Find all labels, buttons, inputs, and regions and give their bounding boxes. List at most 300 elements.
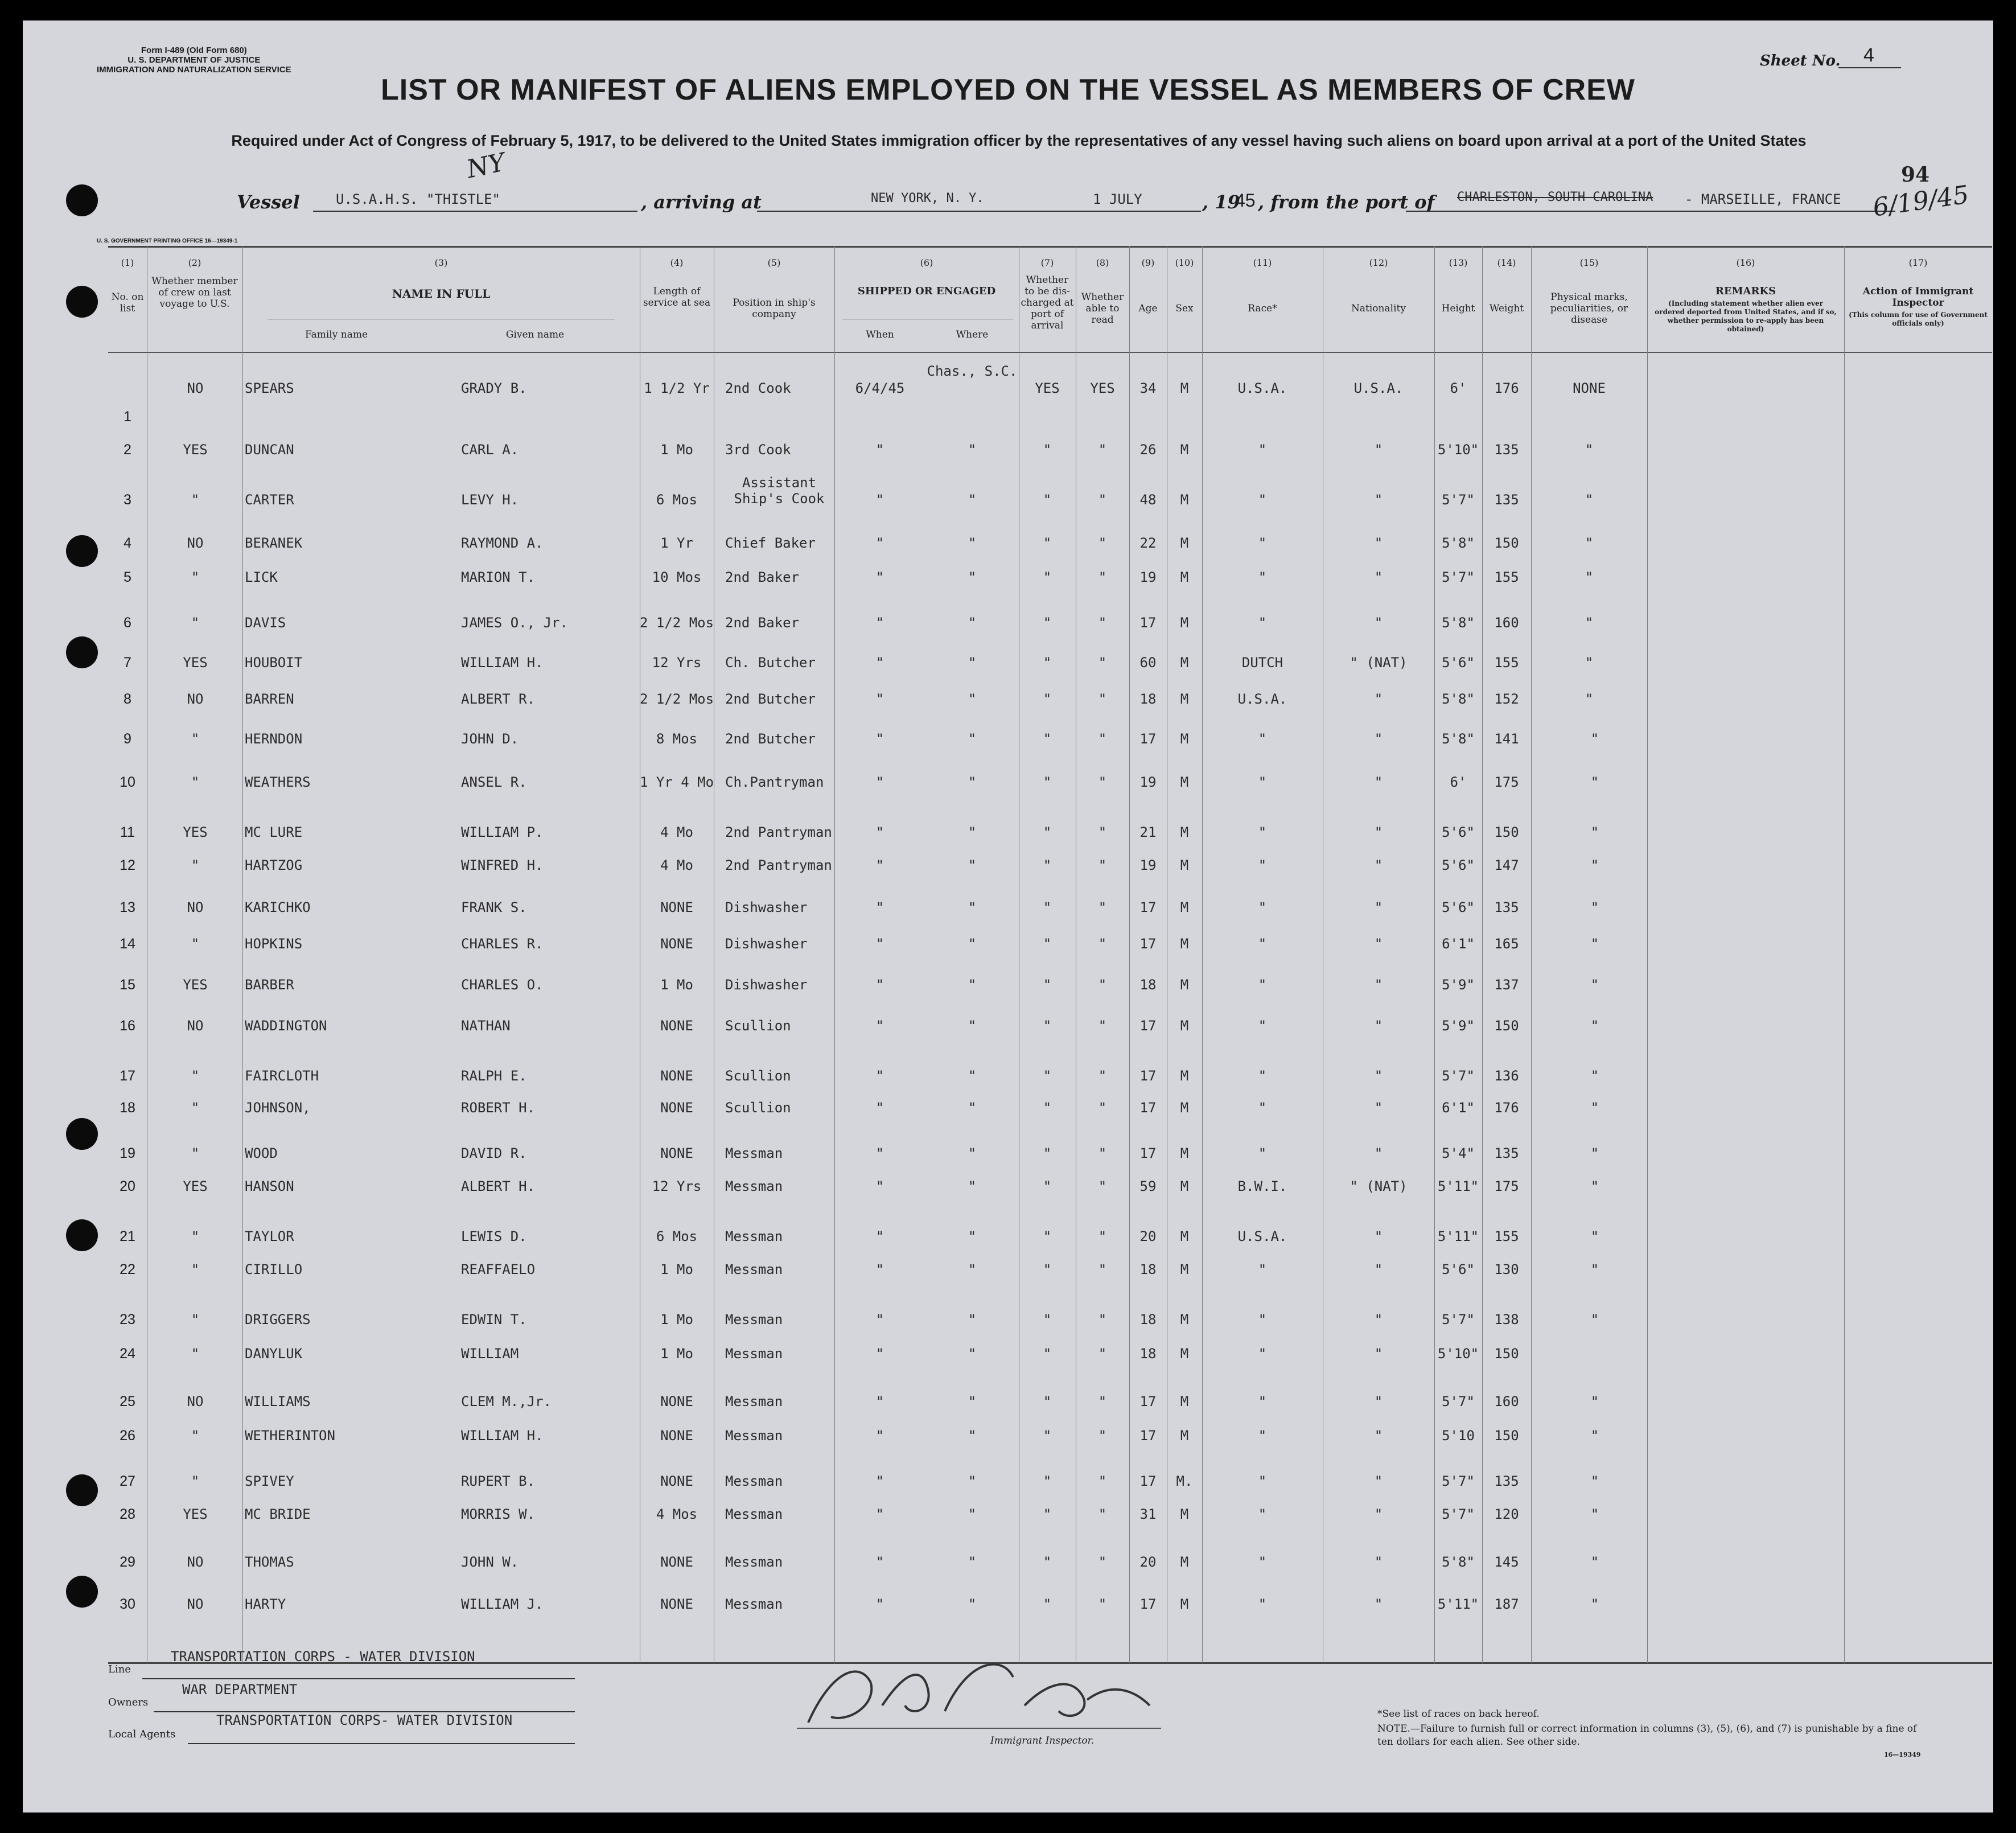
family-name-cell: WADDINGTON (245, 1018, 327, 1034)
service-length-cell: NONE (660, 1394, 693, 1409)
given-name-cell: JOHN W. (461, 1554, 519, 1570)
nationality-cell: " (1374, 1100, 1383, 1116)
discharged-cell: " (1043, 824, 1052, 840)
shipped-where-cell: " (968, 615, 977, 631)
race-cell: " (1258, 1312, 1267, 1328)
shipped-when-cell: " (875, 1068, 884, 1084)
shipped-where-cell: " (968, 1394, 977, 1409)
family-name-cell: FAIRCLOTH (245, 1068, 319, 1084)
discharged-cell: " (1043, 535, 1052, 551)
age-cell: 17 (1139, 1473, 1157, 1489)
shipped-where-cell: " (968, 1261, 977, 1277)
line-label: Line (108, 1663, 131, 1675)
nationality-cell: " (1374, 535, 1383, 551)
column-rule (242, 246, 243, 1663)
weight-cell: 175 (1494, 774, 1519, 790)
shipped-when-cell: " (875, 569, 884, 585)
weight-cell: 136 (1494, 1068, 1519, 1084)
nationality-cell: " (1374, 691, 1383, 707)
height-cell: 5'9" (1442, 1018, 1475, 1034)
weight-cell: 138 (1494, 1312, 1519, 1328)
binder-hole (66, 1219, 98, 1251)
given-name-cell: ALBERT R. (461, 691, 536, 707)
document-subtitle: Required under Act of Congress of February 5, 1917, to be delivered to the United States immigration officer by the representatives of any vessel having such aliens on board upon arrival at a port of the United States (231, 132, 1807, 149)
shipped-where-cell: " (968, 442, 977, 458)
service-length-cell: NONE (660, 1145, 693, 1161)
shipped-when-cell: " (875, 691, 884, 707)
form-identifier (97, 46, 291, 75)
given-name-cell: DAVID R. (461, 1145, 527, 1161)
given-name-cell: FRANK S. (461, 899, 527, 915)
shipped-where-cell: " (968, 1145, 977, 1161)
position-cell: Messman (725, 1178, 783, 1194)
able-to-read-cell: " (1098, 1506, 1107, 1522)
family-name-cell: DRIGGERS (245, 1312, 311, 1328)
shipped-when-cell: " (875, 1554, 884, 1570)
position-cell: Messman (725, 1312, 783, 1328)
nationality-cell: " (1374, 615, 1383, 631)
physical-marks-cell: " (1590, 1261, 1599, 1277)
column-number: (7) (1040, 257, 1054, 268)
shipped-where-cell: " (968, 899, 977, 915)
sex-cell: M (1180, 615, 1189, 631)
binder-hole (66, 184, 98, 216)
age-cell: 21 (1139, 824, 1157, 840)
row-number-cell: 5 (124, 569, 131, 585)
given-name-cell: WILLIAM H. (461, 1428, 544, 1444)
row-number-cell: 8 (124, 691, 131, 707)
weight-cell: 120 (1494, 1506, 1519, 1522)
shipped-where-cell: " (968, 1428, 977, 1444)
race-cell: U.S.A. (1237, 380, 1287, 396)
crew-last-voyage-cell: NO (187, 1596, 204, 1612)
service-length-cell: 4 Mos (656, 1506, 698, 1522)
height-cell: 5'8" (1442, 1554, 1475, 1570)
physical-marks-cell: " (1590, 1428, 1599, 1444)
local-agents-label: Local Agents (108, 1728, 176, 1740)
age-cell: 34 (1139, 380, 1157, 396)
weight-cell: 135 (1494, 492, 1519, 508)
signature-graphic (763, 1637, 1195, 1740)
weight-cell: 165 (1494, 936, 1519, 952)
local-agents-value: TRANSPORTATION CORPS- WATER DIVISION (216, 1712, 513, 1728)
discharged-cell: " (1043, 1428, 1052, 1444)
discharged-cell: " (1043, 492, 1052, 508)
crew-last-voyage-cell: YES (183, 442, 208, 458)
shipped-when-cell: " (875, 615, 884, 631)
nationality-cell: " (1374, 569, 1383, 585)
service-length-cell: 2 1/2 Mos (640, 691, 714, 707)
age-cell: 20 (1139, 1554, 1157, 1570)
sex-cell: M (1180, 899, 1189, 915)
race-cell: " (1258, 824, 1267, 840)
nationality-cell: " (1374, 774, 1383, 790)
race-cell: " (1258, 1145, 1267, 1161)
discharged-cell: " (1043, 1178, 1052, 1194)
service-length-cell: 4 Mo (660, 824, 693, 840)
discharged-cell: " (1043, 977, 1052, 993)
able-to-read-cell: " (1098, 899, 1107, 915)
shipped-where-cell: " (968, 1100, 977, 1116)
discharged-cell: " (1043, 615, 1052, 631)
race-cell: " (1258, 857, 1267, 873)
sex-cell: M (1180, 1346, 1189, 1362)
discharged-cell: " (1043, 857, 1052, 873)
age-cell: 17 (1139, 899, 1157, 915)
column-number: (8) (1096, 257, 1109, 268)
shipped-where-cell: " (968, 492, 977, 508)
crew-last-voyage-cell: NO (187, 380, 204, 396)
header-family-name: Family name (305, 329, 368, 340)
crew-last-voyage-cell: " (191, 731, 200, 747)
able-to-read-cell: " (1098, 1554, 1107, 1570)
given-name-cell: ALBERT H. (461, 1178, 536, 1194)
shipped-when-cell: " (875, 1228, 884, 1244)
race-cell: " (1258, 1261, 1267, 1277)
shipped-where-cell: " (968, 655, 977, 671)
physical-marks-cell: " (1590, 857, 1599, 873)
shipped-when-cell: " (875, 1100, 884, 1116)
column-number: (14) (1497, 257, 1516, 268)
weight-cell: 155 (1494, 569, 1519, 585)
age-cell: 17 (1139, 615, 1157, 631)
binder-hole (66, 636, 98, 668)
height-cell: 5'7" (1442, 569, 1475, 585)
inspector-label: Immigrant Inspector. (990, 1735, 1095, 1746)
column-number: (10) (1175, 257, 1194, 268)
able-to-read-cell: " (1098, 731, 1107, 747)
weight-cell: 150 (1494, 1346, 1519, 1362)
nationality-cell: " (1374, 1554, 1383, 1570)
height-cell: 6'1" (1442, 1100, 1475, 1116)
header-height: Height (1441, 303, 1475, 314)
shipped-where-cell: " (968, 1228, 977, 1244)
race-cell: " (1258, 1018, 1267, 1034)
discharged-cell: " (1043, 936, 1052, 952)
binder-hole (66, 535, 98, 567)
vessel-name: U.S.A.H.S. "THISTLE" (336, 191, 500, 207)
height-cell: 5'10" (1437, 1346, 1479, 1362)
handwritten-mark: NY (464, 147, 508, 184)
position-cell: Messman (725, 1346, 783, 1362)
header-crew-last-voyage: Whether member of crew on last voyage to U.S. (151, 276, 238, 310)
row-number-cell: 24 (120, 1346, 135, 1362)
service-length-cell: NONE (660, 1428, 693, 1444)
arrival-year: 45 (1235, 190, 1256, 211)
crew-last-voyage-cell: NO (187, 1394, 204, 1409)
discharged-cell: " (1043, 1554, 1052, 1570)
race-cell: " (1258, 1068, 1267, 1084)
position-cell: Messman (725, 1473, 783, 1489)
sex-cell: M (1180, 824, 1189, 840)
given-name-cell: MARION T. (461, 569, 536, 585)
from-port-label: , from the port of (1258, 191, 1435, 213)
from-port: - MARSEILLE, FRANCE (1685, 191, 1841, 207)
position-cell: Messman (725, 1596, 783, 1612)
given-name-cell: CHARLES O. (461, 977, 544, 993)
physical-marks-cell: " (1590, 1596, 1599, 1612)
sex-cell: M (1180, 380, 1189, 396)
weight-cell: 176 (1494, 380, 1519, 396)
race-cell: B.W.I. (1237, 1178, 1287, 1194)
family-name-cell: LICK (245, 569, 278, 585)
discharged-cell: " (1043, 569, 1052, 585)
weight-cell: 155 (1494, 655, 1519, 671)
position-cell: Scullion (725, 1018, 791, 1034)
nationality-cell: " (NAT) (1350, 655, 1408, 671)
physical-marks-cell: " (1585, 492, 1594, 508)
service-length-cell: 2 1/2 Mos (640, 615, 714, 631)
column-number: (15) (1579, 257, 1599, 268)
column-rule (1129, 246, 1130, 1663)
able-to-read-cell: " (1098, 1178, 1107, 1194)
sex-cell: M (1180, 1554, 1189, 1570)
race-cell: DUTCH (1241, 655, 1283, 671)
header-discharged: Whether to be dis-charged at port of arrival (1021, 274, 1074, 331)
sex-cell: M (1180, 1100, 1189, 1116)
family-name-cell: JOHNSON, (245, 1100, 311, 1116)
able-to-read-cell: " (1098, 1100, 1107, 1116)
row-number-cell: 2 (124, 442, 131, 458)
service-length-cell: 6 Mos (656, 492, 698, 508)
sex-cell: M (1180, 1228, 1189, 1244)
crew-last-voyage-cell: NO (187, 1018, 204, 1034)
race-cell: " (1258, 615, 1267, 631)
weight-cell: 175 (1494, 1178, 1519, 1194)
agents-fill (188, 1743, 575, 1744)
able-to-read-cell: " (1098, 569, 1107, 585)
vessel-label: Vessel (237, 191, 300, 213)
race-cell: " (1258, 492, 1267, 508)
given-name-cell: JAMES O., Jr. (461, 615, 568, 631)
row-number-cell: 3 (124, 492, 131, 508)
row-number-cell: 11 (120, 824, 135, 840)
row-number-cell: 16 (120, 1018, 135, 1034)
nationality-cell: " (1374, 1394, 1383, 1409)
age-cell: 31 (1139, 1506, 1157, 1522)
column-number: (9) (1141, 257, 1155, 268)
shipped-when-cell: " (875, 442, 884, 458)
shipped-when-cell: " (875, 1506, 884, 1522)
shipped-when-cell: " (875, 1394, 884, 1409)
shipped-where-cell: Chas., S.C. (927, 363, 1018, 379)
able-to-read-cell: " (1098, 1068, 1107, 1084)
given-name-cell: ROBERT H. (461, 1100, 536, 1116)
column-number: (5) (767, 257, 781, 268)
column-rule (1844, 246, 1845, 1663)
nationality-cell: " (1374, 1506, 1383, 1522)
row-number-cell: 30 (120, 1596, 135, 1612)
row-number-cell: 21 (120, 1228, 135, 1244)
position-cell: 2nd Pantryman (725, 857, 832, 873)
race-cell: " (1258, 1346, 1267, 1362)
header-able-read: Whether able to read (1081, 291, 1124, 326)
height-cell: 5'7" (1442, 1312, 1475, 1328)
header-sex: Sex (1175, 303, 1194, 314)
age-cell: 17 (1139, 731, 1157, 747)
position-cell: Dishwasher (725, 936, 808, 952)
printing-office-code: U. S. GOVERNMENT PRINTING OFFICE 16—19349-1 (97, 238, 238, 244)
year-prefix: , 19 (1202, 191, 1240, 213)
age-cell: 19 (1139, 774, 1157, 790)
crew-last-voyage-cell: YES (183, 824, 208, 840)
discharged-cell: " (1043, 1596, 1052, 1612)
discharged-cell: " (1043, 691, 1052, 707)
sex-cell: M (1180, 731, 1189, 747)
able-to-read-cell: " (1098, 691, 1107, 707)
weight-cell: 155 (1494, 1228, 1519, 1244)
height-cell: 5'11" (1437, 1596, 1479, 1612)
physical-marks-cell: " (1585, 691, 1594, 707)
physical-marks-cell: " (1590, 731, 1599, 747)
physical-marks-cell: NONE (1573, 380, 1606, 396)
age-cell: 17 (1139, 1100, 1157, 1116)
age-cell: 17 (1139, 1428, 1157, 1444)
shipped-where-cell: " (968, 731, 977, 747)
position-cell: 2nd Cook (725, 380, 791, 396)
header-given-name: Given name (505, 329, 565, 340)
crew-last-voyage-cell: NO (187, 899, 204, 915)
race-cell: " (1258, 1394, 1267, 1409)
able-to-read-cell: " (1098, 1312, 1107, 1328)
discharged-cell: " (1043, 1506, 1052, 1522)
header-weight: Weight (1489, 303, 1524, 314)
height-cell: 5'6" (1442, 899, 1475, 915)
weight-cell: 130 (1494, 1261, 1519, 1277)
family-name-cell: WETHERINTON (245, 1428, 335, 1444)
crew-last-voyage-cell: YES (183, 1506, 208, 1522)
given-name-cell: NATHAN (461, 1018, 511, 1034)
age-cell: 18 (1139, 1346, 1157, 1362)
family-name-cell: HANSON (245, 1178, 294, 1194)
family-name-cell: CARTER (245, 492, 294, 508)
weight-cell: 145 (1494, 1554, 1519, 1570)
nationality-cell: " (1374, 442, 1383, 458)
sex-cell: M (1180, 1394, 1189, 1409)
shipped-when-cell: " (875, 824, 884, 840)
physical-marks-cell: " (1590, 899, 1599, 915)
age-cell: 17 (1139, 1068, 1157, 1084)
given-name-cell: CARL A. (461, 442, 519, 458)
nationality-cell: " (1374, 731, 1383, 747)
weight-cell: 150 (1494, 824, 1519, 840)
header-remarks: REMARKS (1715, 285, 1776, 297)
race-cell: " (1258, 774, 1267, 790)
service-length-cell: NONE (660, 1100, 693, 1116)
sex-cell: M (1180, 1178, 1189, 1194)
nationality-cell: " (1374, 1428, 1383, 1444)
age-cell: 18 (1139, 1261, 1157, 1277)
able-to-read-cell: " (1098, 535, 1107, 551)
family-name-cell: MC BRIDE (245, 1506, 311, 1522)
position-cell: 2nd Baker (725, 569, 800, 585)
header-position: Position in ship's company (733, 297, 816, 320)
crew-last-voyage-cell: " (191, 936, 200, 952)
crew-last-voyage-cell: " (191, 1100, 200, 1116)
sex-cell: M (1180, 1428, 1189, 1444)
nationality-cell: " (1374, 1018, 1383, 1034)
physical-marks-cell: " (1585, 442, 1594, 458)
document-title: LIST OR MANIFEST OF ALIENS EMPLOYED ON THE VESSEL AS MEMBERS OF CREW (381, 73, 1635, 106)
row-number-cell: 28 (120, 1506, 135, 1522)
given-name-cell: MORRIS W. (461, 1506, 536, 1522)
weight-cell: 135 (1494, 1145, 1519, 1161)
service-length-cell: 6 Mos (656, 1228, 698, 1244)
age-cell: 19 (1139, 857, 1157, 873)
able-to-read-cell: " (1098, 1473, 1107, 1489)
department-name: U. S. DEPARTMENT OF JUSTICE (127, 55, 261, 65)
handwritten-number: 94 (1901, 163, 1930, 187)
physical-marks-cell: " (1585, 655, 1594, 671)
line-fill (142, 1678, 575, 1679)
header-remarks-note: (Including statement whether alien ever ordered deported from United States, and if so, whether permission to re-apply has been obtained) (1655, 299, 1837, 333)
column-number: (16) (1736, 257, 1755, 268)
service-length-cell: NONE (660, 936, 693, 952)
physical-marks-cell: " (1590, 774, 1599, 790)
nationality-cell: " (NAT) (1350, 1178, 1408, 1194)
header-action-inspector: Action of Immigrant Inspector (1862, 286, 1974, 309)
physical-marks-cell: " (1590, 1068, 1599, 1084)
shipped-where-cell: " (968, 824, 977, 840)
weight-cell: 160 (1494, 1394, 1519, 1409)
column-rule (1482, 246, 1483, 1663)
shipped-where-cell: " (968, 1068, 977, 1084)
height-cell: 5'10 (1442, 1428, 1475, 1444)
height-cell: 5'8" (1442, 691, 1475, 707)
shipped-when-cell: " (875, 492, 884, 508)
physical-marks-cell: " (1590, 1145, 1599, 1161)
able-to-read-cell: " (1098, 936, 1107, 952)
table-top-rule (108, 246, 1992, 248)
shipped-when-cell: " (875, 936, 884, 952)
shipped-when-cell: " (875, 1346, 884, 1362)
shipped-when-cell: " (875, 977, 884, 993)
able-to-read-cell: " (1098, 857, 1107, 873)
weight-cell: 160 (1494, 615, 1519, 631)
physical-marks-cell: " (1590, 824, 1599, 840)
able-to-read-cell: " (1098, 1428, 1107, 1444)
age-cell: 18 (1139, 691, 1157, 707)
column-rule (1647, 246, 1648, 1663)
age-cell: 59 (1139, 1178, 1157, 1194)
position-cell: Ch.Pantryman (725, 774, 824, 790)
line-value: TRANSPORTATION CORPS - WATER DIVISION (171, 1649, 475, 1665)
able-to-read-cell: YES (1090, 380, 1115, 396)
height-cell: 5'7" (1442, 1506, 1475, 1522)
nationality-cell: " (1374, 1068, 1383, 1084)
shipped-when-cell: " (875, 535, 884, 551)
discharged-cell: " (1043, 655, 1052, 671)
position-cell: 2nd Butcher (725, 691, 816, 707)
nationality-cell: " (1374, 899, 1383, 915)
age-cell: 17 (1139, 1018, 1157, 1034)
row-number-cell: 15 (120, 977, 135, 993)
header-bottom-rule (108, 352, 1992, 353)
race-cell: " (1258, 569, 1267, 585)
shipped-where-cell: " (968, 774, 977, 790)
crew-last-voyage-cell: " (191, 1145, 200, 1161)
family-name-cell: THOMAS (245, 1554, 294, 1570)
nationality-cell: " (1374, 857, 1383, 873)
position-cell: Scullion (725, 1068, 791, 1084)
physical-marks-cell: " (1590, 1178, 1599, 1194)
service-length-cell: 12 Yrs (652, 655, 702, 671)
weight-cell: 147 (1494, 857, 1519, 873)
family-name-cell: SPEARS (245, 380, 294, 396)
crew-last-voyage-cell: " (191, 1346, 200, 1362)
column-number: (2) (188, 257, 201, 268)
weight-cell: 150 (1494, 1428, 1519, 1444)
